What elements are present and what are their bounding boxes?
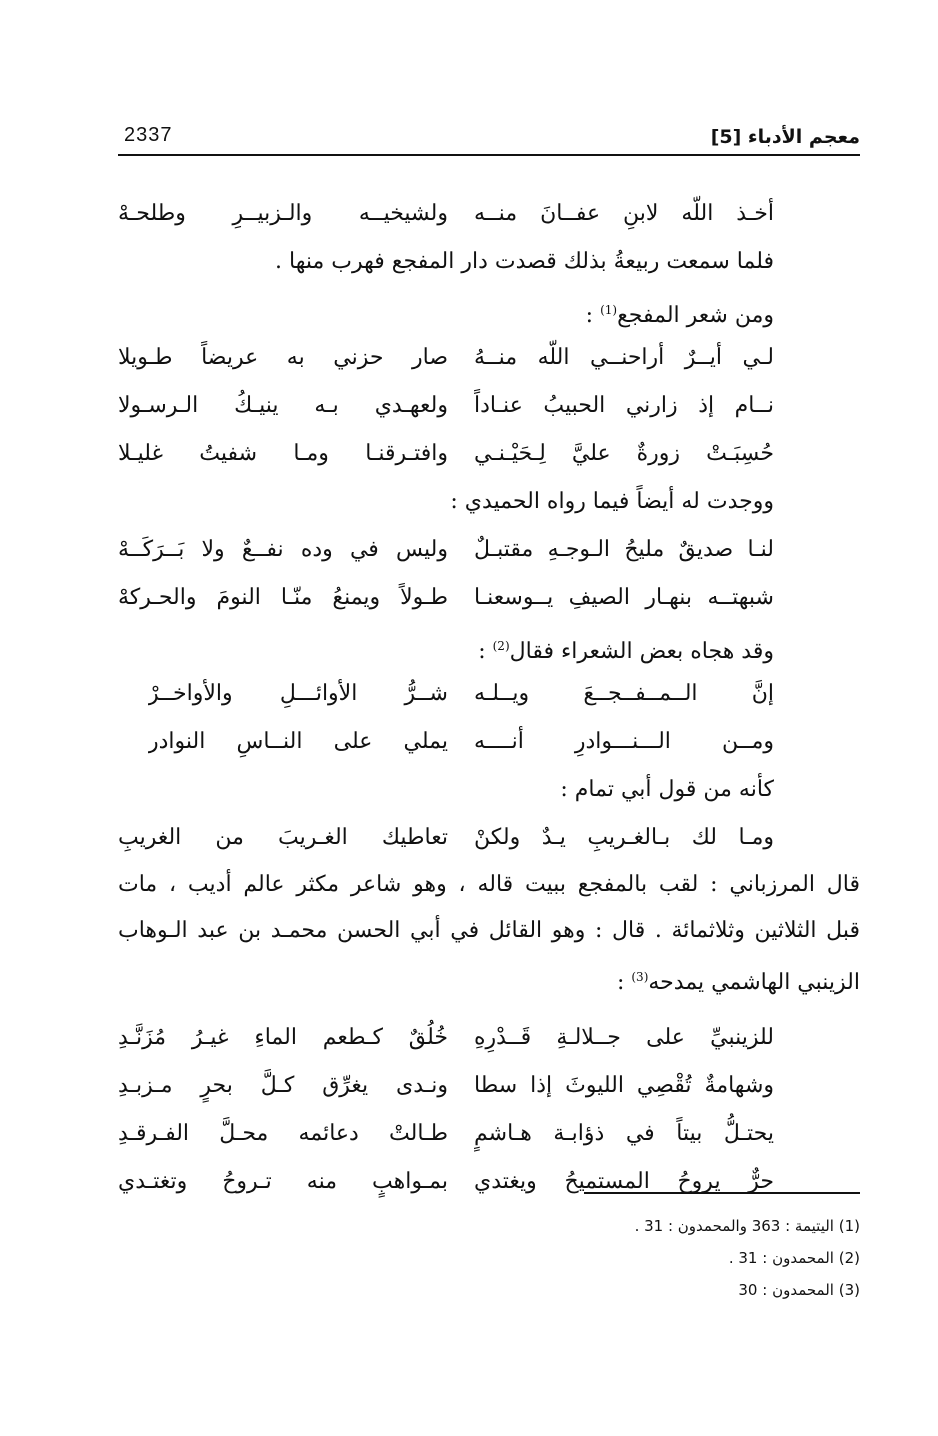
verse-first-hemistich: يحتـلُّ بيتاً في ذؤابـة هـاشمٍ	[474, 1121, 774, 1146]
verse-line	[118, 526, 860, 574]
footnote-marker: (1)	[600, 303, 618, 317]
paragraph-line	[118, 954, 860, 1000]
verse-line	[118, 574, 860, 622]
verse-first-hemistich: حرٌّ يروحُ المستميحُ ويغتدي	[474, 1169, 774, 1194]
verse-first-hemistich: لنـا صديقٌ مليحُ الـوجـهِ مقتبـلٌ	[474, 537, 774, 562]
verse-line	[118, 1062, 860, 1110]
verse-line	[118, 334, 860, 382]
verse-first-hemistich: لـي أيــرٌ أراحنــي اللّه منــهُ	[474, 345, 774, 370]
verse-second-hemistich: صار حزني به عريضاً طـويلا	[118, 345, 448, 370]
footnote-marker: (2)	[492, 639, 510, 653]
running-title: معجم الأدباء [5]	[710, 126, 860, 148]
verse-first-hemistich: نــام إذ زارني الحبيبُ عنـاداً	[474, 393, 774, 418]
verse-first-hemistich: وشهامةٌ تُقْصِي الليوثَ إذا سطا	[474, 1073, 774, 1098]
verse-second-hemistich: ولشيخيــه والـزبيــرِ وطلحـهْ	[118, 201, 448, 226]
verse-line	[118, 430, 860, 478]
prose-text: ومن شعر المفجع	[617, 303, 774, 328]
footnote-item: (2) المحمدون : 31 .	[728, 1249, 860, 1267]
prose-line	[118, 622, 860, 670]
verse-line	[118, 1158, 860, 1206]
verse-second-hemistich: وليس في وده نفــعٌ ولا بَــرَكَــهْ	[118, 537, 448, 562]
prose-text: وقد هجاه بعض الشعراء فقال	[509, 639, 774, 664]
verse-first-hemistich: للزينبيِّ على جــلالـةِ قَــدْرِهِ	[474, 1025, 774, 1050]
verse-line	[118, 190, 860, 238]
verse-second-hemistich: طـالتْ دعائمه محـلَّ الفـرقـدِ	[118, 1121, 448, 1146]
footnote-divider	[584, 1192, 860, 1194]
prose-line	[118, 286, 860, 334]
prose-line	[118, 238, 860, 286]
footnote-item: (1) اليتيمة : 363 والمحمدون : 31 .	[634, 1217, 860, 1235]
verse-second-hemistich: وافتـرقنـا ومـا شفيتُ غليـلا	[118, 441, 448, 466]
prose-colon: :	[585, 303, 601, 328]
paragraph-text: الزينبي الهاشمي يمدحه	[648, 970, 860, 995]
verse-second-hemistich: يملي على النــاسِ النوادر	[148, 729, 448, 754]
prose-text: ووجدت له أيضاً فيما رواه الحميدي :	[450, 489, 774, 514]
verse-first-hemistich: حُسِبَـتْ زورةٌ عليَّ لِـحَيْـنـي	[474, 441, 774, 466]
prose-colon: :	[616, 970, 632, 995]
verse-first-hemistich: أخـذ اللّه لابنِ عفــانَ منــه	[474, 201, 774, 226]
verse-line	[118, 382, 860, 430]
page-header	[118, 118, 860, 156]
verse-second-hemistich: شــرُّ الأوائـــلِ والأواخــرْ	[148, 681, 448, 706]
verse-second-hemistich: تعاطيك الغـريبَ من الغريبِ	[118, 825, 448, 850]
verse-first-hemistich: ومـا لك بـالغـريبِ يـدٌ ولكنْ	[474, 825, 774, 850]
verse-second-hemistich: ونـدى يغرِّق كـلَّ بحرٍ مـزبـدِ	[118, 1073, 448, 1098]
verse-first-hemistich: شبهتــه بنهـار الصيفِ يــوسعنـا	[474, 585, 774, 610]
paragraph-line: قال المرزباني : لقب بالمفجع ببيت قاله ، وهو شاعر مكثر عالم أديب ، مات	[118, 872, 860, 897]
verse-first-hemistich: ومــن الـــنـــوادرِ أنــــه	[474, 729, 774, 754]
prose-colon: :	[478, 639, 493, 664]
verse-line	[118, 1014, 860, 1062]
paragraph-line: قبل الثلاثين وثلاثمائة . قال : وهو القائل في أبي الحسن محمـد بن عبد الـوهاب	[118, 918, 860, 943]
verse-line	[118, 670, 860, 718]
prose-text: كأنه من قول أبي تمام :	[560, 777, 774, 802]
verse-second-hemistich: خُلُقٌ كـطعم الماءِ غيـرُ مُزَنَّـدِ	[118, 1025, 448, 1050]
main-text	[118, 190, 860, 1206]
verse-second-hemistich: بمـواهبٍ منه تـروحُ وتغتـدي	[118, 1169, 448, 1194]
verse-line	[118, 718, 860, 766]
footnote-item: (3) المحمدون : 30	[738, 1281, 860, 1299]
footnotes	[360, 1210, 860, 1306]
verse-second-hemistich: طـولاً ويمنعُ منّـا النومَ والحـركهْ	[118, 585, 448, 610]
verse-second-hemistich: ولعهـدي بـه ينيـكُ الـرسـولا	[118, 393, 448, 418]
prose-text: فلما سمعت ربيعةُ بذلك قصدت دار المفجع فهرب منها .	[275, 249, 774, 274]
verse-first-hemistich: إنَّ الــمــفــجــعَ ويــلـه	[474, 681, 774, 706]
footnote-marker: (3)	[631, 970, 649, 984]
verse-line	[118, 1110, 860, 1158]
page-number: 2337	[124, 124, 173, 146]
prose-line	[118, 766, 860, 814]
verse-line	[118, 814, 860, 862]
prose-line	[118, 478, 860, 526]
